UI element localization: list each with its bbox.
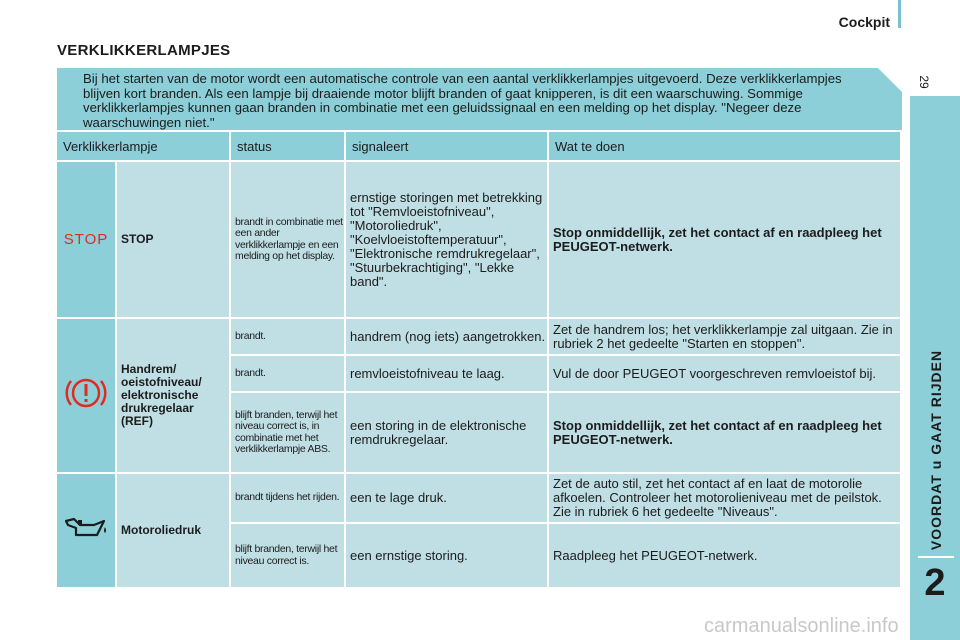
stop-icon-cell xyxy=(57,162,117,319)
brake-signal-3: een storing in de elektronische remdrukregelaar. xyxy=(346,393,549,474)
oil-name: Motoroliedruk xyxy=(117,474,231,589)
header-lamp: Verklikkerlampje xyxy=(57,132,231,162)
watermark: carmanualsonline.info xyxy=(704,615,899,637)
oil-status-1: brandt tijdens het rijden. xyxy=(231,474,346,524)
brake-signal-2: remvloeistofniveau te laag. xyxy=(346,356,549,393)
page-title: VERKLIKKERLAMPJES xyxy=(57,42,231,59)
brake-signal-1: handrem (nog iets) aangetrokken. xyxy=(346,319,549,356)
page-number: 29 xyxy=(917,75,931,89)
chapter-divider xyxy=(918,556,954,558)
oil-signal-1: een te lage druk. xyxy=(346,474,549,524)
brake-icon-cell xyxy=(57,319,117,474)
chapter-title xyxy=(920,350,952,550)
stop-signal: ernstige storingen met betrekking tot "Remvloeistofniveau", "Motoroliedruk", "Koelvloeistoftemperatuur", "Elektronische remdrukregelaar", "Stuurbekrachtiging", "Lekke band". xyxy=(346,162,549,319)
stop-status: brandt in combinatie met een ander verklikkerlampje en een melding op het display. xyxy=(231,162,346,319)
table-row-stop xyxy=(57,162,902,319)
table-row-oil-1 xyxy=(57,474,902,524)
oil-signal-2: een ernstige storing. xyxy=(346,524,549,589)
chapter-title-text: VOORDAT u GAAT RIJDEN xyxy=(928,349,944,551)
oil-pressure-icon xyxy=(64,515,108,541)
table-header-row xyxy=(57,132,902,162)
header-divider xyxy=(898,0,901,28)
intro-corner-fold xyxy=(878,68,902,92)
oil-status-2: blijft branden, terwijl het niveau correct is. xyxy=(231,524,346,589)
brake-status-2: brandt. xyxy=(231,356,346,393)
oil-action-2: Raadpleeg het PEUGEOT-netwerk. xyxy=(549,524,902,589)
chapter-number: 2 xyxy=(924,562,946,604)
brake-action-1: Zet de handrem los; het verklikkerlampje zal uitgaan. Zie in rubriek 2 het gedeelte "Starten en stoppen". xyxy=(549,319,902,356)
section-title: Cockpit xyxy=(838,14,890,30)
stop-icon: STOP xyxy=(63,230,109,248)
intro-paragraph: Bij het starten van de motor wordt een automatische controle van een aantal verklikkerlampjes uitgevoerd. Deze verklikkerlampjes blijven kort branden. Als een lampje bij draaiende motor blijft branden of gaat knipperen, is dit een waarschuwing. Sommige verklikkerlampjes kunnen gaan branden in combinatie met een geluidssignaal en een melding op het display. "Negeer deze waarschuwingen niet." xyxy=(57,68,902,130)
header-signal: signaleert xyxy=(346,132,549,162)
warning-lights-table xyxy=(57,132,902,589)
brake-warning-icon xyxy=(64,373,108,413)
brake-action-3: Stop onmiddellijk, zet het contact af en raadpleeg het PEUGEOT-netwerk. xyxy=(549,393,902,474)
header-status: status xyxy=(231,132,346,162)
stop-action: Stop onmiddellijk, zet het contact af en raadpleeg het PEUGEOT-netwerk. xyxy=(549,162,902,319)
stop-name: STOP xyxy=(117,162,231,319)
header-action: Wat te doen xyxy=(549,132,902,162)
brake-name: Handrem/ oeistofniveau/ elektronische drukregelaar (REF) xyxy=(117,319,231,474)
oil-icon-cell xyxy=(57,474,117,589)
oil-action-1: Zet de auto stil, zet het contact af en laat de motorolie afkoelen. Controleer het motorolieniveau met de peilstok. Zie in rubriek 6 het gedeelte "Niveaus". xyxy=(549,474,902,524)
table-row-brake-1 xyxy=(57,319,902,356)
brake-action-2: Vul de door PEUGEOT voorgeschreven remvloeistof bij. xyxy=(549,356,902,393)
brake-status-3: blijft branden, terwijl het niveau correct is, in combinatie met het verklikkerlampje ABS. xyxy=(231,393,346,474)
brake-status-1: brandt. xyxy=(231,319,346,356)
